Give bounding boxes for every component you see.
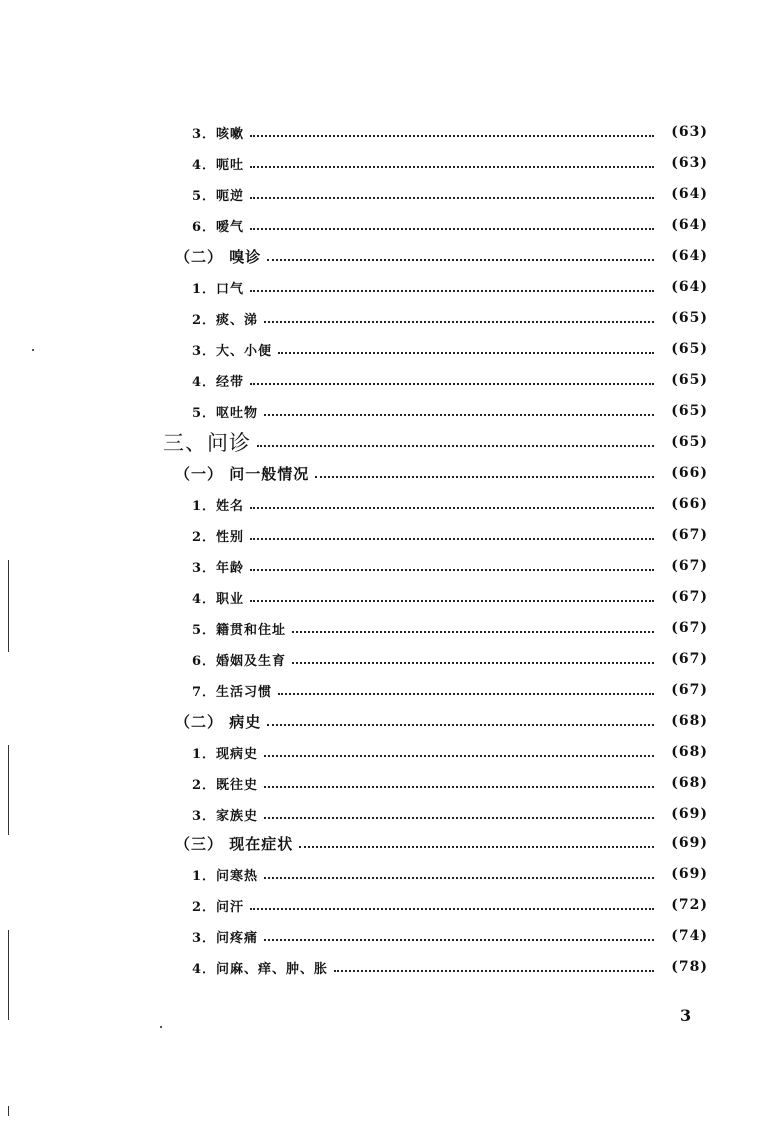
toc-entry-page: (64)	[671, 217, 708, 233]
toc-entry-label: 3．年龄	[192, 560, 245, 576]
toc-entry	[0, 491, 770, 517]
toc-entry-label: 5．呕吐物	[192, 405, 259, 421]
toc-entry-page: (78)	[671, 959, 708, 975]
toc-entry-page: (65)	[671, 372, 708, 388]
toc-entry-page: (68)	[671, 775, 708, 791]
toc-entry	[0, 398, 770, 424]
dot-leader	[264, 755, 654, 757]
toc-entry-label: 7．生活习惯	[192, 684, 273, 700]
toc-entry-label: 3．问疼痛	[192, 930, 259, 946]
dot-leader	[264, 877, 654, 879]
toc-entry	[0, 429, 770, 455]
toc-entry	[0, 770, 770, 796]
toc-entry-label: （二） 嗅诊	[175, 247, 262, 266]
dot-leader	[264, 786, 654, 788]
toc-entry	[0, 367, 770, 393]
dot-leader	[250, 197, 654, 199]
toc-entry-page: (66)	[671, 465, 708, 481]
dot-leader	[257, 445, 654, 447]
toc-entry	[0, 181, 770, 207]
toc-entry-label: 3．咳嗽	[192, 126, 245, 142]
dot-leader	[299, 846, 654, 848]
toc-entry-label: 3．家族史	[192, 808, 259, 824]
toc-entry-label: 5．籍贯和住址	[192, 622, 287, 638]
toc-entry-page: (64)	[671, 279, 708, 295]
toc-entry	[0, 646, 770, 672]
toc-entry-label: （三） 现在症状	[175, 834, 294, 853]
dot-leader	[264, 414, 654, 416]
dot-leader	[250, 166, 654, 168]
toc-entry	[0, 212, 770, 238]
toc-entry	[0, 336, 770, 362]
scan-speck	[32, 349, 34, 351]
dot-leader	[250, 600, 654, 602]
toc-entry-page: (69)	[671, 866, 708, 882]
toc-entry	[0, 522, 770, 548]
toc-entry-label: 2．问汗	[192, 899, 245, 915]
toc-entry-label: 2．性别	[192, 529, 245, 545]
toc-entry-label: 1．姓名	[192, 498, 245, 514]
toc-entry	[0, 119, 770, 145]
toc-entry-label: 三、问诊	[163, 431, 251, 455]
scan-edge-line	[8, 930, 9, 1020]
toc-entry	[0, 615, 770, 641]
dot-leader	[250, 908, 654, 910]
dot-leader	[250, 228, 654, 230]
toc-entry	[0, 553, 770, 579]
scan-edge-line	[8, 560, 9, 652]
toc-entry-page: (65)	[671, 403, 708, 419]
dot-leader	[292, 662, 654, 664]
toc-entry-label: 4．呃吐	[192, 157, 245, 173]
toc-entry	[0, 305, 770, 331]
dot-leader	[264, 321, 654, 323]
dot-leader	[250, 290, 654, 292]
toc-entry-page: (66)	[671, 496, 708, 512]
toc-entry	[0, 243, 770, 269]
toc-entry-label: （二） 病史	[175, 712, 262, 731]
toc-entry	[0, 892, 770, 918]
toc-entry-label: 1．现病史	[192, 746, 259, 762]
toc-entry-page: (67)	[671, 651, 708, 667]
toc-entry-page: (65)	[671, 341, 708, 357]
scan-edge-line	[8, 745, 9, 835]
toc-entry-page: (65)	[671, 434, 708, 450]
scan-edge-line	[8, 1106, 9, 1116]
toc-entry-label: 4．问麻、痒、肿、胀	[192, 961, 329, 977]
toc-entry-page: (68)	[671, 713, 708, 729]
toc-entry	[0, 801, 770, 827]
toc-entry	[0, 460, 770, 486]
toc-entry-label: 6．嗳气	[192, 219, 245, 235]
toc-entry	[0, 584, 770, 610]
dot-leader	[334, 970, 654, 972]
toc-entry-page: (63)	[671, 155, 708, 171]
toc-entry-page: (67)	[671, 682, 708, 698]
toc-entry	[0, 861, 770, 887]
dot-leader	[278, 693, 654, 695]
toc-entry-page: (67)	[671, 558, 708, 574]
toc-entry-label: 4．职业	[192, 591, 245, 607]
toc-entry	[0, 830, 770, 856]
toc-entry-label: 2．痰、涕	[192, 312, 259, 328]
dot-leader	[250, 507, 654, 509]
toc-entry-label: （一） 问一般情况	[175, 464, 310, 483]
toc-entry-label: 1．口气	[192, 281, 245, 297]
toc-entry-label: 5．呃逆	[192, 188, 245, 204]
toc-entry-page: (74)	[671, 928, 708, 944]
dot-leader	[250, 135, 654, 137]
toc-entry-page: (64)	[671, 248, 708, 264]
dot-leader	[278, 352, 654, 354]
scan-speck	[160, 1026, 162, 1028]
toc-entry-page: (67)	[671, 527, 708, 543]
toc-entry	[0, 708, 770, 734]
dot-leader	[267, 259, 654, 261]
toc-entry-page: (64)	[671, 186, 708, 202]
toc-entry-label: 2．既往史	[192, 777, 259, 793]
toc-entry-page: (68)	[671, 744, 708, 760]
toc-entry	[0, 274, 770, 300]
toc-entry-page: (67)	[671, 620, 708, 636]
toc-entry-label: 3．大、小便	[192, 343, 273, 359]
toc-entry-page: (67)	[671, 589, 708, 605]
page-number: 3	[680, 1006, 692, 1025]
dot-leader	[250, 569, 654, 571]
toc-entry-label: 1．问寒热	[192, 868, 259, 884]
toc-entry-page: (69)	[671, 806, 708, 822]
toc-entry-page: (63)	[671, 124, 708, 140]
dot-leader	[292, 631, 654, 633]
toc-entry	[0, 739, 770, 765]
dot-leader	[250, 383, 654, 385]
toc-entry-label: 4．经带	[192, 374, 245, 390]
toc-entry-page: (72)	[671, 897, 708, 913]
toc-entry	[0, 954, 770, 980]
dot-leader	[264, 817, 654, 819]
toc-entry	[0, 150, 770, 176]
toc-entry-page: (65)	[671, 310, 708, 326]
toc-entry-label: 6．婚姻及生育	[192, 653, 287, 669]
dot-leader	[267, 724, 654, 726]
toc-entry	[0, 677, 770, 703]
dot-leader	[250, 538, 654, 540]
dot-leader	[315, 476, 654, 478]
toc-entry	[0, 923, 770, 949]
dot-leader	[264, 939, 654, 941]
toc-entry-page: (69)	[671, 835, 708, 851]
